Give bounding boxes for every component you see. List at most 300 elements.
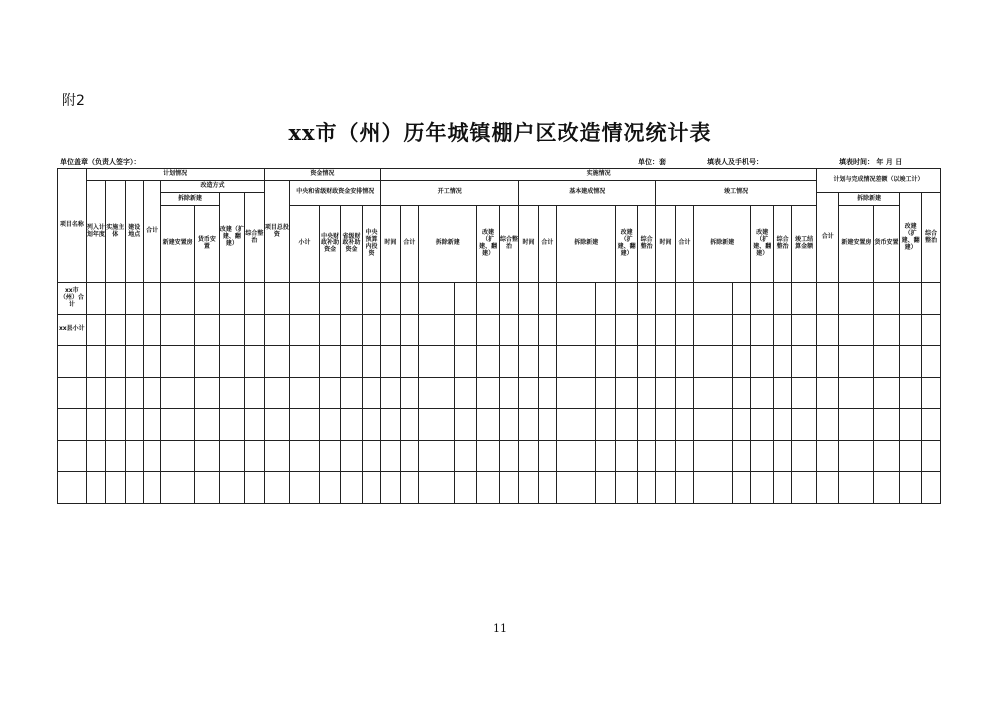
- table-row: [58, 472, 941, 504]
- table-row: [58, 377, 941, 409]
- header-plan-new-resettle: 新建安置房: [161, 205, 195, 282]
- table-cell: [839, 472, 874, 504]
- table-cell: [341, 314, 362, 346]
- header-basic-total: 合计: [538, 205, 556, 282]
- table-cell: [899, 346, 922, 378]
- table-cell: [656, 409, 675, 441]
- table-cell: [106, 283, 125, 315]
- table-cell: [839, 409, 874, 441]
- table-cell: [86, 283, 105, 315]
- table-cell: [675, 377, 693, 409]
- table-cell: [519, 314, 538, 346]
- row-label: xx市（州）合计: [58, 283, 87, 315]
- table-cell: [341, 377, 362, 409]
- table-cell: [792, 377, 817, 409]
- table-cell: [874, 283, 900, 315]
- table-cell: [341, 440, 362, 472]
- header-basic-renovate-expand: 改建（扩建、翻建）: [616, 205, 637, 282]
- table-cell: [839, 314, 874, 346]
- table-cell: [538, 377, 556, 409]
- table-cell: [656, 314, 675, 346]
- table-cell: [616, 440, 637, 472]
- table-cell: [637, 472, 655, 504]
- table-cell: [637, 409, 655, 441]
- table-cell: [341, 283, 362, 315]
- table-cell: [419, 377, 455, 409]
- table-cell: [899, 377, 922, 409]
- table-cell: [161, 346, 195, 378]
- table-cell: [922, 314, 941, 346]
- header-completion-demolish-new: 拆除新建: [694, 205, 751, 282]
- header-basic-comprehensive: 综合整治: [637, 205, 655, 282]
- table-cell: [264, 314, 290, 346]
- table-cell: [519, 377, 538, 409]
- meta-date: 填表时间： 年 月 日: [839, 158, 903, 166]
- table-cell: [381, 346, 400, 378]
- table-cell: [899, 314, 922, 346]
- table-cell: [319, 377, 340, 409]
- table-cell: [694, 314, 733, 346]
- table-cell: [596, 409, 616, 441]
- table-cell: [816, 283, 839, 315]
- table-cell: [499, 346, 518, 378]
- table-cell: [773, 409, 791, 441]
- table-cell: [161, 377, 195, 409]
- table-cell: [616, 377, 637, 409]
- table-cell: [733, 346, 751, 378]
- table-cell: [616, 346, 637, 378]
- header-renovation-mode: 改造方式: [161, 181, 264, 193]
- table-cell: [219, 283, 245, 315]
- table-cell: [874, 440, 900, 472]
- table-cell: [106, 472, 125, 504]
- table-cell: [106, 377, 125, 409]
- statistics-table: [57, 168, 941, 504]
- table-cell: [419, 440, 455, 472]
- table-cell: [637, 283, 655, 315]
- table-cell: [499, 377, 518, 409]
- table-cell: [381, 472, 400, 504]
- table-cell: [362, 377, 380, 409]
- header-plan-demolish-new: 拆除新建: [161, 193, 219, 205]
- table-cell: [290, 409, 320, 441]
- table-cell: [477, 377, 500, 409]
- table-cell: [264, 440, 290, 472]
- table-cell: [400, 346, 418, 378]
- table-cell: [519, 283, 538, 315]
- table-cell: [557, 409, 596, 441]
- table-cell: [290, 472, 320, 504]
- header-diff-cash-resettle: 货币安置: [874, 205, 900, 282]
- table-cell: [499, 314, 518, 346]
- table-cell: [125, 409, 143, 441]
- table-cell: [161, 409, 195, 441]
- meta-seal-signature: 单位盖章（负责人签字）：: [60, 158, 141, 166]
- table-cell: [637, 440, 655, 472]
- table-cell: [596, 314, 616, 346]
- table-cell: [557, 377, 596, 409]
- table-cell: [319, 409, 340, 441]
- table-cell: [816, 440, 839, 472]
- table-cell: [519, 440, 538, 472]
- table-cell: [656, 283, 675, 315]
- table-cell: [125, 472, 143, 504]
- table-cell: [454, 314, 477, 346]
- table-cell: [219, 346, 245, 378]
- table-cell: [125, 283, 143, 315]
- header-completion-comprehensive: 综合整治: [773, 205, 791, 282]
- header-basic-completion: 基本建成情况: [519, 181, 656, 205]
- table-cell: [499, 472, 518, 504]
- header-implementation-body: 实施主体: [106, 181, 125, 283]
- table-cell: [694, 283, 733, 315]
- table-cell: [733, 283, 751, 315]
- meta-unit: 单位：套: [638, 158, 666, 166]
- table-cell: [557, 472, 596, 504]
- table-cell: [86, 440, 105, 472]
- table-cell: [773, 283, 791, 315]
- table-cell: [264, 377, 290, 409]
- table-cell: [264, 346, 290, 378]
- table-cell: [106, 346, 125, 378]
- table-cell: [557, 440, 596, 472]
- table-cell: [839, 440, 874, 472]
- table-cell: [125, 440, 143, 472]
- table-cell: [362, 346, 380, 378]
- header-plan-group: 计划情况: [86, 169, 264, 181]
- table-cell: [400, 472, 418, 504]
- header-funds-subtotal: 小计: [290, 205, 320, 282]
- table-cell: [290, 346, 320, 378]
- table-cell: [381, 409, 400, 441]
- table-cell: [899, 440, 922, 472]
- table-cell: [86, 409, 105, 441]
- table-cell: [616, 283, 637, 315]
- table-cell: [596, 472, 616, 504]
- table-cell: [538, 346, 556, 378]
- table-cell: [922, 440, 941, 472]
- table-cell: [557, 346, 596, 378]
- table-cell: [792, 346, 817, 378]
- table-cell: [519, 346, 538, 378]
- header-plan-year: 列入计划年度: [86, 181, 105, 283]
- table-cell: [219, 472, 245, 504]
- table-cell: [792, 409, 817, 441]
- table-cell: [143, 409, 160, 441]
- table-cell: [557, 314, 596, 346]
- table-cell: [637, 314, 655, 346]
- header-central-provincial-funds: 中央和省级财政资金安排情况: [290, 181, 381, 205]
- table-cell: [195, 377, 220, 409]
- header-provincial-subsidy: 省级财政补助资金: [341, 205, 362, 282]
- table-cell: [477, 346, 500, 378]
- table-row: [58, 409, 941, 441]
- table-cell: [792, 472, 817, 504]
- table-cell: [143, 472, 160, 504]
- table-cell: [751, 314, 774, 346]
- table-cell: [874, 377, 900, 409]
- header-plan-cash-resettle: 货币安置: [195, 205, 220, 282]
- table-cell: [477, 283, 500, 315]
- table-cell: [143, 440, 160, 472]
- table-cell: [319, 314, 340, 346]
- table-cell: [143, 346, 160, 378]
- table-cell: [596, 440, 616, 472]
- table-cell: [675, 346, 693, 378]
- header-start-work: 开工情况: [381, 181, 519, 205]
- table-cell: [773, 314, 791, 346]
- table-cell: [290, 377, 320, 409]
- row-label: xx县小计: [58, 314, 87, 346]
- table-cell: [538, 314, 556, 346]
- table-cell: [816, 377, 839, 409]
- table-cell: [86, 472, 105, 504]
- header-start-comprehensive: 综合整治: [499, 205, 518, 282]
- table-cell: [264, 409, 290, 441]
- table-cell: [656, 440, 675, 472]
- table-cell: [733, 377, 751, 409]
- table-cell: [922, 283, 941, 315]
- table-cell: [477, 472, 500, 504]
- table-cell: [792, 314, 817, 346]
- table-cell: [245, 283, 264, 315]
- table-cell: [362, 409, 380, 441]
- table-cell: [400, 440, 418, 472]
- table-cell: [773, 377, 791, 409]
- header-plan-renovate-expand: 改建（扩建、翻建）: [219, 193, 245, 283]
- table-cell: [195, 440, 220, 472]
- page-title: xx市（州）历年城镇棚户区改造情况统计表: [288, 120, 712, 145]
- table-cell: [341, 472, 362, 504]
- table-cell: [319, 440, 340, 472]
- table-cell: [477, 409, 500, 441]
- table-cell: [839, 377, 874, 409]
- table-cell: [751, 283, 774, 315]
- table-cell: [454, 346, 477, 378]
- table-cell: [792, 440, 817, 472]
- table-cell: [519, 409, 538, 441]
- table-cell: [195, 409, 220, 441]
- table-cell: [733, 440, 751, 472]
- table-cell: [161, 472, 195, 504]
- table-cell: [499, 283, 518, 315]
- table-cell: [839, 346, 874, 378]
- table-cell: [616, 314, 637, 346]
- table-cell: [419, 472, 455, 504]
- table-cell: [874, 472, 900, 504]
- table-cell: [245, 472, 264, 504]
- table-cell: [125, 314, 143, 346]
- header-final-settlement: 竣工结算金额: [792, 205, 817, 282]
- header-difference-group: 计划与完成情况差额（以竣工计）: [816, 169, 940, 193]
- table-cell: [733, 409, 751, 441]
- table-cell: [86, 314, 105, 346]
- table-cell: [290, 314, 320, 346]
- table-row: [58, 346, 941, 378]
- table-cell: [675, 314, 693, 346]
- table-cell: [245, 314, 264, 346]
- header-completion-time: 时间: [656, 205, 675, 282]
- table-cell: [319, 283, 340, 315]
- table-cell: [477, 314, 500, 346]
- table-cell: [694, 346, 733, 378]
- table-cell: [899, 409, 922, 441]
- table-cell: [675, 409, 693, 441]
- table-cell: [899, 283, 922, 315]
- header-diff-demolish-new: 拆除新建: [839, 193, 899, 205]
- table-cell: [381, 314, 400, 346]
- table-cell: [616, 409, 637, 441]
- table-cell: [922, 472, 941, 504]
- table-cell: [596, 346, 616, 378]
- table-cell: [816, 314, 839, 346]
- table-cell: [264, 472, 290, 504]
- table-cell: [751, 346, 774, 378]
- table-cell: [751, 377, 774, 409]
- table-cell: [773, 472, 791, 504]
- table-cell: [381, 440, 400, 472]
- table-cell: [839, 283, 874, 315]
- table-cell: [616, 472, 637, 504]
- table-cell: [362, 314, 380, 346]
- table-cell: [195, 346, 220, 378]
- header-project-total-investment: 项目总投资: [264, 181, 290, 283]
- table-cell: [400, 377, 418, 409]
- table-cell: [400, 314, 418, 346]
- header-plan-comprehensive: 综合整治: [245, 193, 264, 283]
- header-completion-renovate-expand: 改建（扩建、翻建）: [751, 205, 774, 282]
- table-cell: [143, 314, 160, 346]
- table-cell: [454, 409, 477, 441]
- table-cell: [219, 440, 245, 472]
- header-start-time: 时间: [381, 205, 400, 282]
- header-diff-new-resettle: 新建安置房: [839, 205, 874, 282]
- table-cell: [499, 440, 518, 472]
- header-project-name: 项目名称: [58, 169, 87, 283]
- table-cell: [874, 409, 900, 441]
- table-cell: [538, 283, 556, 315]
- table-cell: [773, 346, 791, 378]
- table-cell: [773, 440, 791, 472]
- header-plan-total: 合计: [143, 181, 160, 283]
- table-cell: [751, 440, 774, 472]
- table-cell: [381, 377, 400, 409]
- table-cell: [161, 283, 195, 315]
- table-cell: [596, 377, 616, 409]
- table-cell: [362, 472, 380, 504]
- table-cell: [874, 314, 900, 346]
- table-cell: [637, 377, 655, 409]
- table-cell: [733, 472, 751, 504]
- table-cell: [195, 314, 220, 346]
- table-cell: [675, 472, 693, 504]
- table-cell: [656, 472, 675, 504]
- header-diff-total: 合计: [816, 193, 839, 283]
- table-cell: [694, 472, 733, 504]
- header-start-demolish-new: 拆除新建: [419, 205, 477, 282]
- table-cell: [245, 409, 264, 441]
- table-cell: [400, 409, 418, 441]
- table-cell: [341, 409, 362, 441]
- attachment-label: 附2: [62, 93, 85, 109]
- table-cell: [675, 440, 693, 472]
- header-basic-demolish-new: 拆除新建: [557, 205, 616, 282]
- table-cell: [106, 409, 125, 441]
- table-cell: [454, 283, 477, 315]
- header-diff-comprehensive: 综合整治: [922, 193, 941, 283]
- table-cell: [694, 440, 733, 472]
- table-row: [58, 440, 941, 472]
- table-cell: [922, 346, 941, 378]
- table-cell: [656, 377, 675, 409]
- table-cell: [219, 377, 245, 409]
- table-cell: [419, 346, 455, 378]
- header-implementation-group: 实施情况: [381, 169, 817, 181]
- header-start-renovate-expand: 改建（扩建、翻建）: [477, 205, 500, 282]
- table-cell: [125, 377, 143, 409]
- table-cell: [125, 346, 143, 378]
- table-cell: [319, 346, 340, 378]
- header-central-subsidy: 中央财政补助资金: [319, 205, 340, 282]
- header-completion: 竣工情况: [656, 181, 817, 205]
- header-diff-renovate-expand: 改建（扩建、翻建）: [899, 193, 922, 283]
- header-basic-time: 时间: [519, 205, 538, 282]
- table-cell: [419, 314, 455, 346]
- table-cell: [219, 314, 245, 346]
- table-cell: [596, 283, 616, 315]
- table-cell: [195, 472, 220, 504]
- table-cell: [245, 346, 264, 378]
- table-cell: [538, 472, 556, 504]
- table-cell: [751, 409, 774, 441]
- header-central-budget-investment: 中央预算内投资: [362, 205, 380, 282]
- table-cell: [816, 472, 839, 504]
- table-cell: [219, 409, 245, 441]
- table-cell: [362, 440, 380, 472]
- table-cell: [419, 283, 455, 315]
- table-cell: [106, 440, 125, 472]
- header-funds-group: 资金情况: [264, 169, 381, 181]
- table-cell: [656, 346, 675, 378]
- row-label: [58, 346, 87, 378]
- table-cell: [899, 472, 922, 504]
- table-cell: [922, 377, 941, 409]
- table-cell: [816, 346, 839, 378]
- table-cell: [733, 314, 751, 346]
- table-row: [58, 314, 941, 346]
- table-cell: [245, 377, 264, 409]
- table-cell: [161, 440, 195, 472]
- table-cell: [694, 377, 733, 409]
- table-cell: [557, 283, 596, 315]
- table-cell: [538, 409, 556, 441]
- table-cell: [362, 283, 380, 315]
- row-label: [58, 377, 87, 409]
- table-cell: [538, 440, 556, 472]
- table-cell: [400, 283, 418, 315]
- table-cell: [519, 472, 538, 504]
- meta-filler: 填表人及手机号：: [707, 158, 763, 166]
- table-cell: [143, 377, 160, 409]
- table-cell: [341, 346, 362, 378]
- table-cell: [106, 314, 125, 346]
- table-cell: [290, 440, 320, 472]
- table-cell: [637, 346, 655, 378]
- table-cell: [319, 472, 340, 504]
- table-cell: [499, 409, 518, 441]
- table-cell: [454, 472, 477, 504]
- table-cell: [381, 283, 400, 315]
